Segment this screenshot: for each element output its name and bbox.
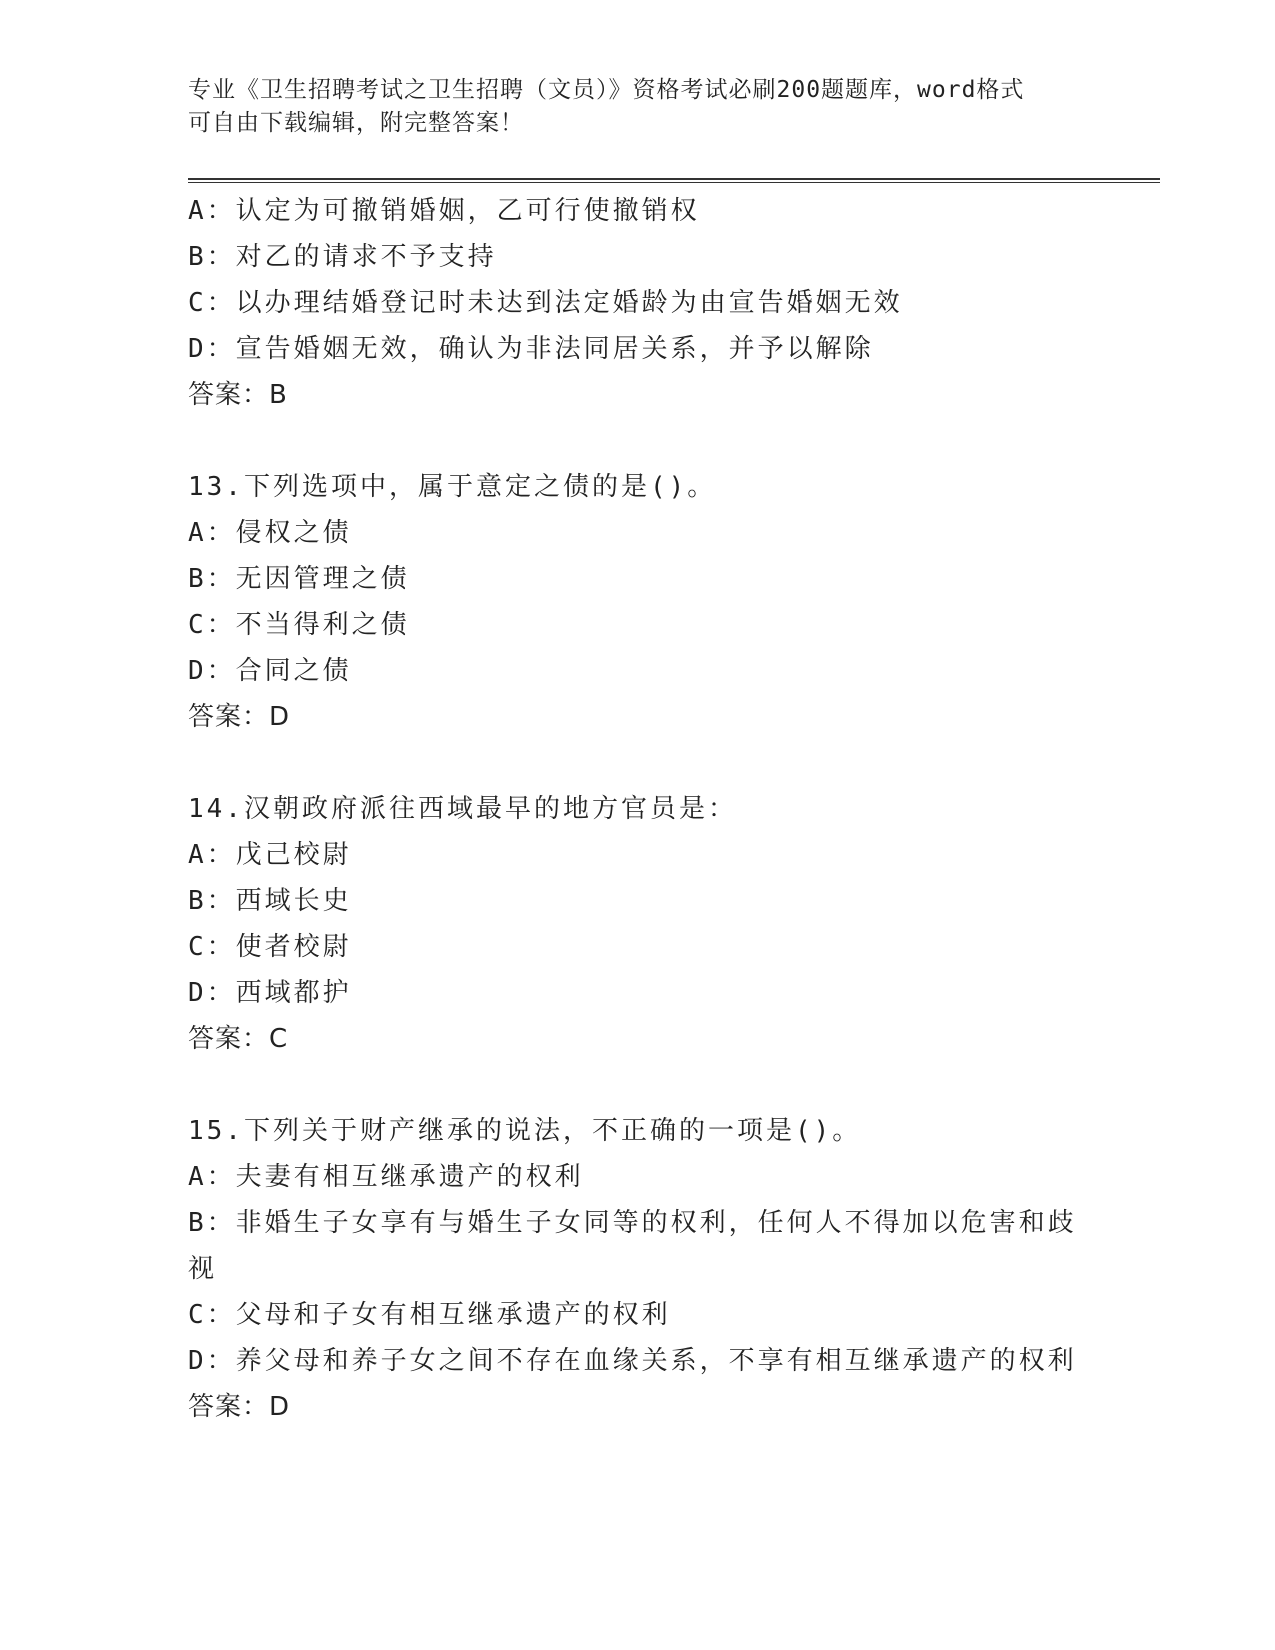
option-b: B：无因管理之债 bbox=[188, 564, 410, 594]
question-13 bbox=[188, 464, 1088, 740]
option-c: C：使者校尉 bbox=[188, 932, 352, 962]
option-a: A：认定为可撤销婚姻，乙可行使撤销权 bbox=[188, 196, 700, 226]
option-b: B：对乙的请求不予支持 bbox=[188, 242, 497, 272]
option-a: A：侵权之债 bbox=[188, 518, 352, 548]
header-title-line-1: 专业《卫生招聘考试之卫生招聘（文员）》资格考试必刷200题题库，word格式 bbox=[188, 77, 1025, 103]
question-12-tail bbox=[188, 188, 1088, 418]
header-divider bbox=[188, 178, 1160, 183]
question-list bbox=[188, 188, 1088, 1430]
option-d: D：宣告婚姻无效，确认为非法同居关系，并予以解除 bbox=[188, 334, 874, 364]
option-d: D：西域都护 bbox=[188, 978, 352, 1008]
question-text: 14.汉朝政府派往西域最早的地方官员是： bbox=[188, 794, 737, 824]
answer-label: 答案：C bbox=[188, 1024, 289, 1054]
option-d: D：养父母和养子女之间不存在血缘关系，不享有相互继承遗产的权利 bbox=[188, 1346, 1077, 1376]
option-c: C：不当得利之债 bbox=[188, 610, 410, 640]
header-title-line-2: 可自由下载编辑，附完整答案！ bbox=[188, 110, 524, 136]
option-c: C：父母和子女有相互继承遗产的权利 bbox=[188, 1300, 671, 1330]
spacer bbox=[188, 740, 1088, 786]
question-text: 13.下列选项中，属于意定之债的是()。 bbox=[188, 472, 717, 502]
spacer bbox=[188, 1062, 1088, 1108]
answer-label: 答案：D bbox=[188, 1392, 291, 1422]
question-text: 15.下列关于财产继承的说法，不正确的一项是()。 bbox=[188, 1116, 862, 1146]
option-d: D：合同之债 bbox=[188, 656, 352, 686]
option-a: A：戊己校尉 bbox=[188, 840, 352, 870]
option-b: B：西域长史 bbox=[188, 886, 352, 916]
spacer bbox=[188, 418, 1088, 464]
option-a: A：夫妻有相互继承遗产的权利 bbox=[188, 1162, 584, 1192]
question-15 bbox=[188, 1108, 1088, 1430]
question-14 bbox=[188, 786, 1088, 1062]
option-b: B：非婚生子女享有与婚生子女同等的权利，任何人不得加以危害和歧视 bbox=[188, 1208, 1077, 1284]
answer-label: 答案：D bbox=[188, 702, 291, 732]
option-c: C：以办理结婚登记时未达到法定婚龄为由宣告婚姻无效 bbox=[188, 288, 903, 318]
document-header bbox=[188, 74, 1088, 140]
answer-label: 答案：B bbox=[188, 380, 288, 410]
